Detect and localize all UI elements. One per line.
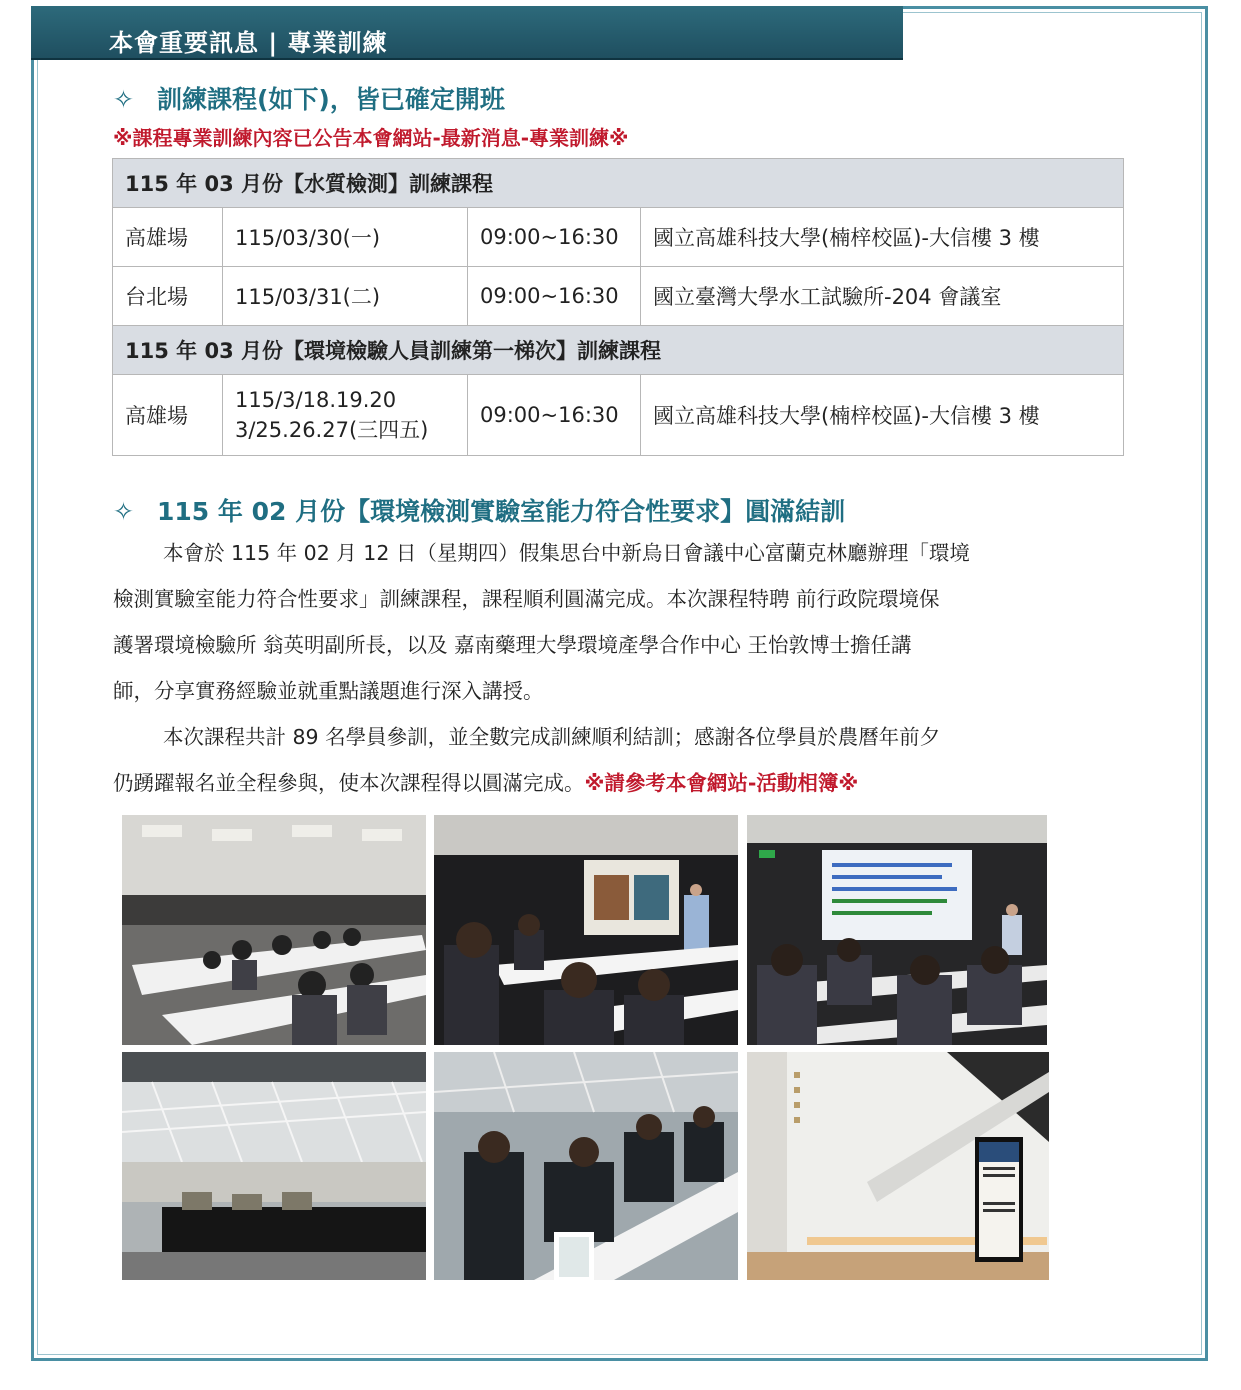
place-cell: 國立高雄科技大學(楠梓校區)-大信樓 3 樓 [641, 208, 1124, 267]
time-cell: 09:00~16:30 [468, 375, 641, 456]
photo-lecture-text-slide [747, 815, 1047, 1045]
paragraph-event: 本會於 115 年 02 月 12 日（星期四）假集思台中新烏日會議中心富蘭克林廳辦理「環境 檢測實驗室能力符合性要求」訓練課程，課程順利圓滿完成。本次課程特聘 前行政院環境保 護署環境檢驗所 翁英明副所長，以及 嘉南藥理大學環境產學合作中心 王怡敦博士擔任講 師，分享實務經驗並就重點議題進行深入講授。 [113, 541, 970, 703]
table-row [113, 208, 1124, 267]
place-cell: 國立臺灣大學水工試驗所-204 會議室 [641, 267, 1124, 326]
place-cell: 國立高雄科技大學(楠梓校區)-大信樓 3 樓 [641, 375, 1124, 456]
page-title: 本會重要訊息 | 專業訓練 [109, 29, 388, 57]
date-cell: 115/3/18.19.20 3/25.26.27(三四五) [223, 375, 468, 456]
table-row [113, 375, 1124, 456]
header-bar [31, 6, 903, 60]
venue-cell: 高雄場 [113, 375, 223, 456]
time-cell: 09:00~16:30 [468, 208, 641, 267]
photo-venue-signage [747, 1052, 1049, 1280]
venue-cell: 台北場 [113, 267, 223, 326]
time-cell: 09:00~16:30 [468, 267, 641, 326]
sparkle-icon: ✧ [113, 85, 134, 114]
paragraph-attendance: 本次課程共計 89 名學員參訓，並全數完成訓練順利結訓；感謝各位學員於農曆年前夕 仍踴躍報名並全程參與，使本次課程得以圓滿完成。※請參考本會網站-活動相簿※ [113, 725, 941, 795]
section-title-graduation: ✧ 115 年 02 月份【環境檢測實驗室能力符合性要求】圓滿結訓 [113, 497, 846, 526]
table-group-heading [113, 326, 1124, 375]
sparkle-icon: ✧ [113, 497, 134, 526]
section-title-courses: ✧ 訓練課程(如下)，皆已確定開班 [113, 85, 505, 114]
website-notice: ※課程專業訓練內容已公告本會網站-最新消息-專業訓練※ [113, 126, 629, 150]
table-row [113, 267, 1124, 326]
group-heading-water: 115 年 03 月份【水質檢測】訓練課程 [113, 159, 1124, 208]
table-group-heading [113, 159, 1124, 208]
group-heading-staff: 115 年 03 月份【環境檢驗人員訓練第一梯次】訓練課程 [113, 326, 1124, 375]
album-link[interactable]: ※請參考本會網站-活動相簿※ [584, 771, 859, 795]
photo-classroom-wide [122, 815, 426, 1045]
venue-cell: 高雄場 [113, 208, 223, 267]
photo-sign-in [434, 1052, 738, 1280]
date-cell: 115/03/31(二) [223, 267, 468, 326]
photo-lecture-slide [434, 815, 738, 1045]
photo-venue-atrium [122, 1052, 426, 1280]
date-cell: 115/03/30(一) [223, 208, 468, 267]
schedule-table [112, 158, 1124, 456]
